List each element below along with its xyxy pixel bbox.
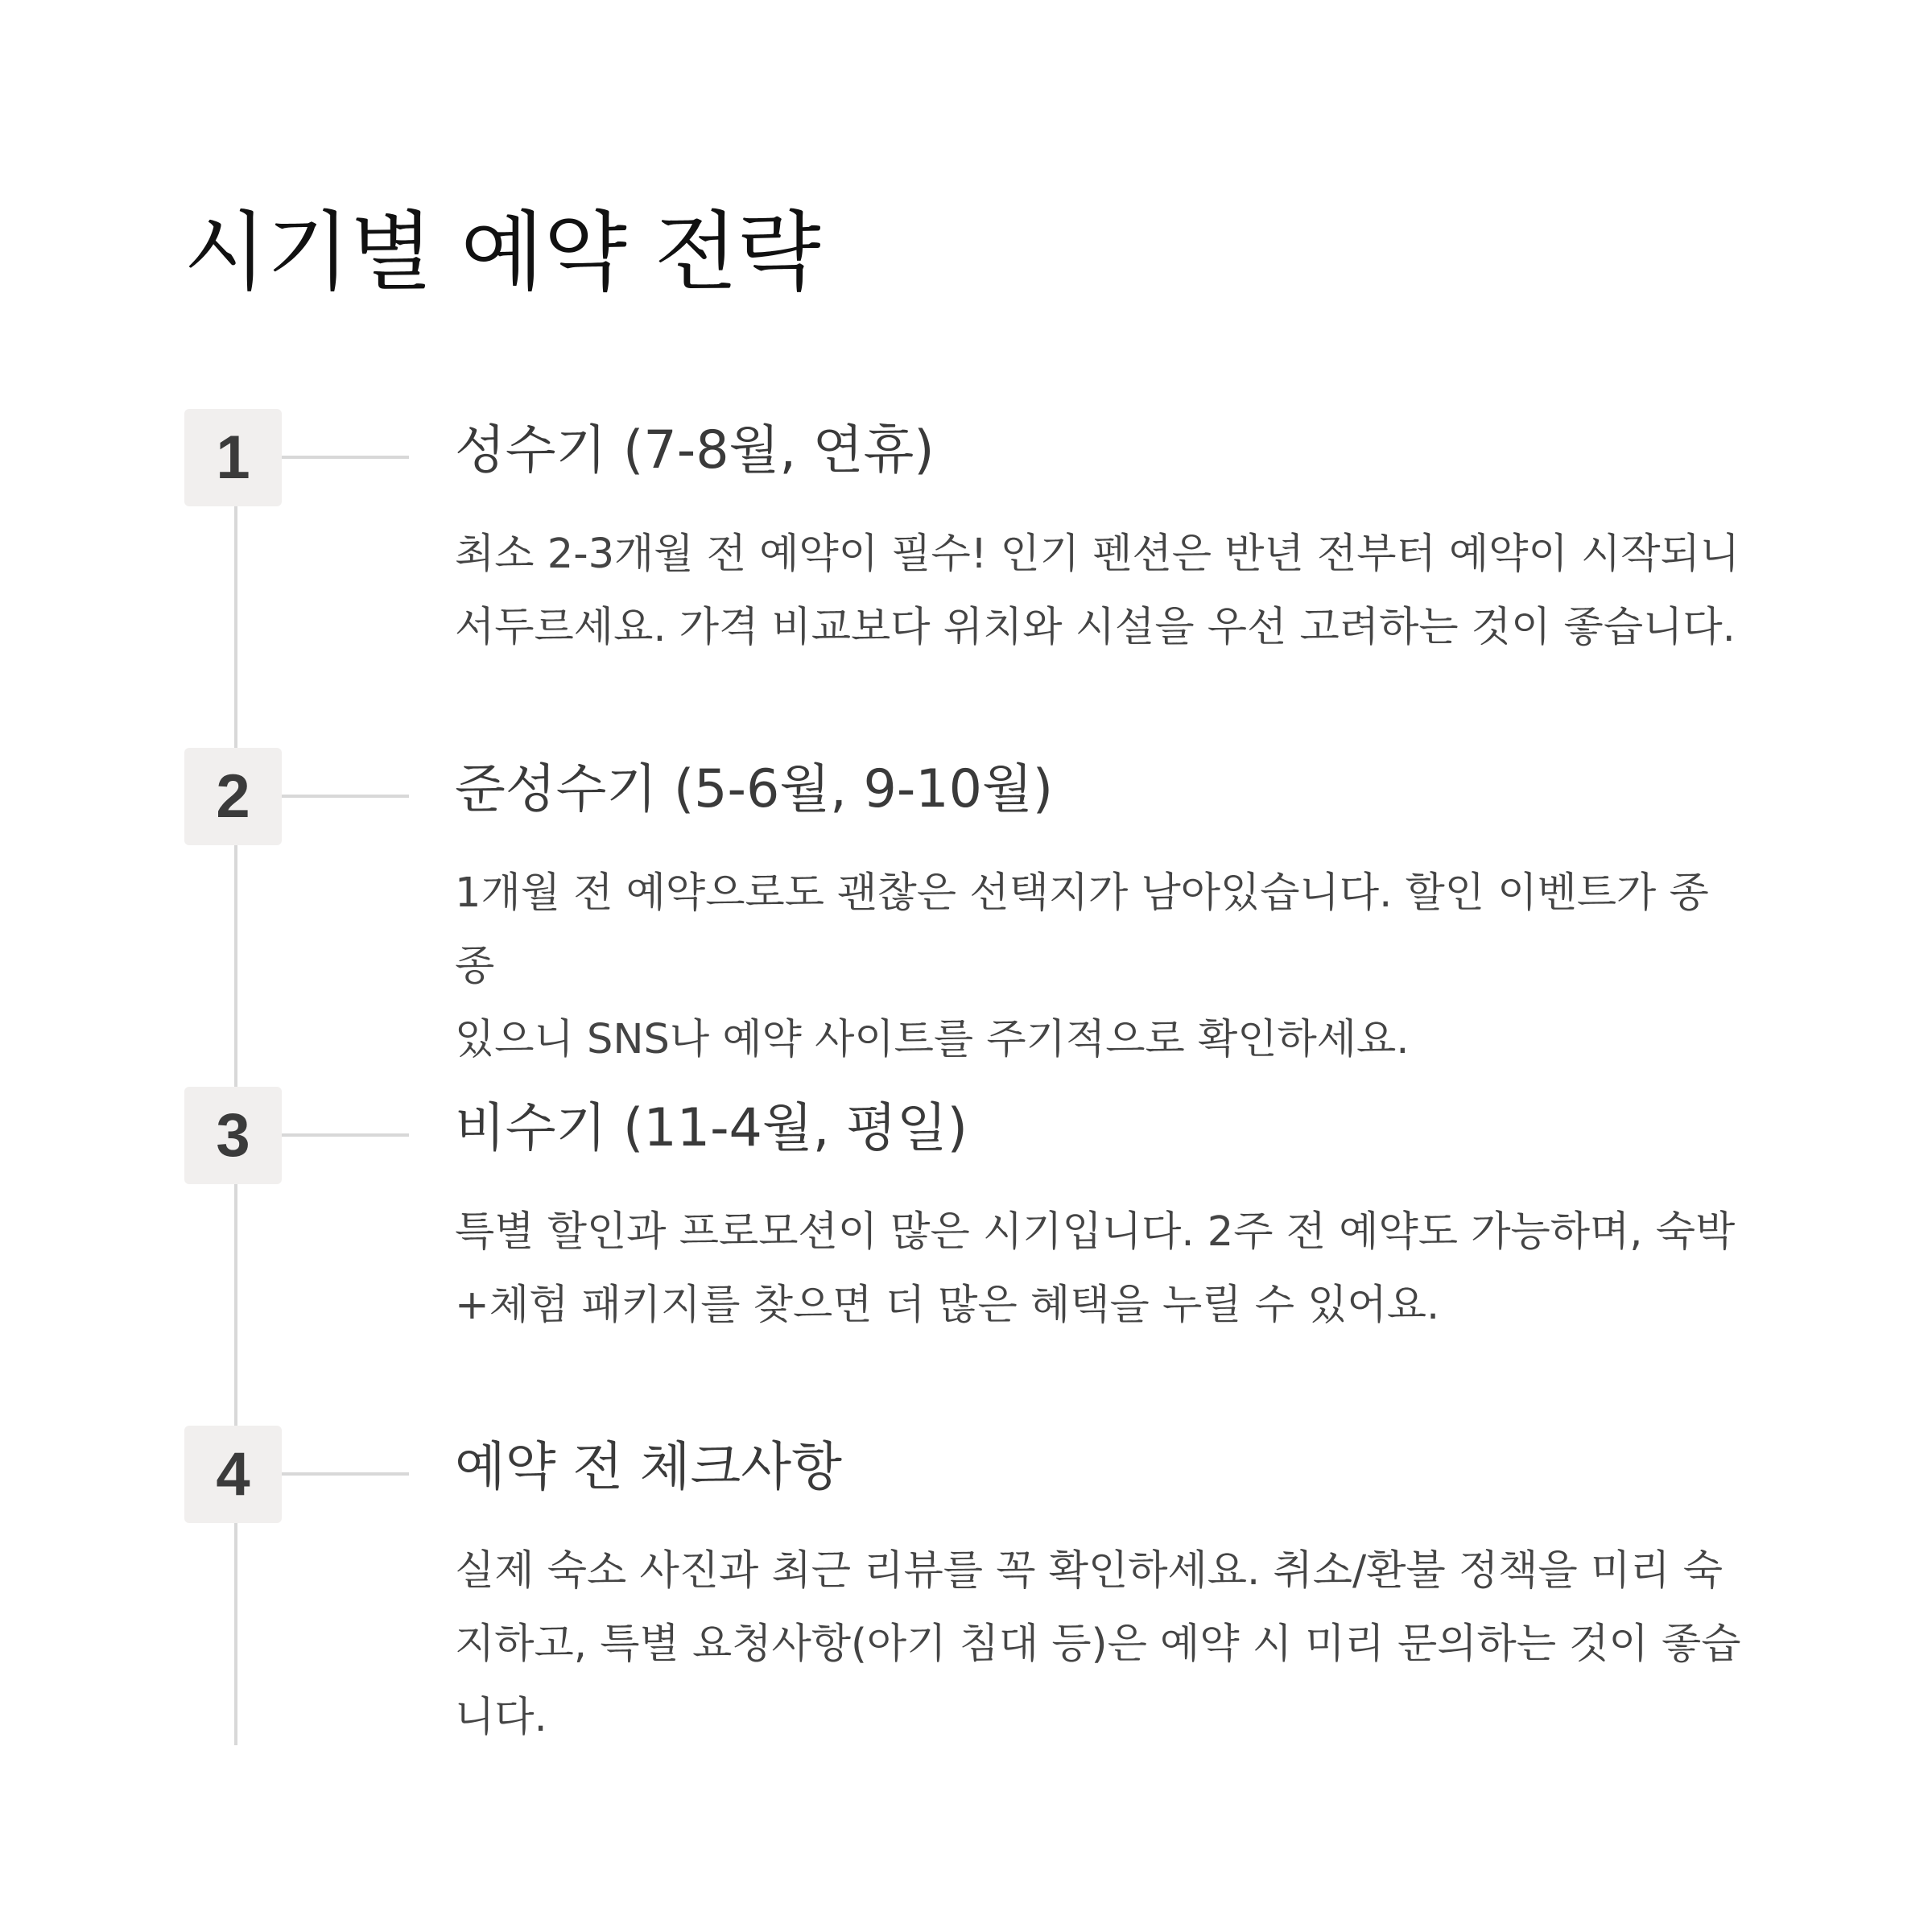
step-description	[455, 1195, 1743, 1342]
step-1	[0, 409, 1932, 715]
connector-line	[282, 795, 409, 798]
step-description	[455, 518, 1743, 664]
step-description	[455, 857, 1743, 1076]
step-number-badge: 4	[184, 1426, 282, 1523]
description-line: 1개월 전 예약으로도 괜찮은 선택지가 남아있습니다. 할인 이벤트가 종종	[455, 869, 1709, 990]
description-line: 지하고, 특별 요청사항(아기 침대 등)은 예약 시 미리 문의하는 것이 좋습	[455, 1620, 1741, 1668]
page-title: 시기별 예약 전략	[184, 203, 821, 303]
description-line: 실제 숙소 사진과 최근 리뷰를 꼭 확인하세요. 취소/환불 정책을 미리 숙	[455, 1547, 1723, 1595]
connector-line	[282, 1472, 409, 1476]
description-line: 최소 2-3개월 전 예약이 필수! 인기 펜션은 반년 전부터 예약이 시작되니	[455, 530, 1740, 578]
step-description	[455, 1534, 1743, 1754]
step-title: 준성수기 (5-6월, 9-10월)	[455, 759, 1054, 819]
step-title: 비수기 (11-4월, 평일)	[455, 1098, 968, 1158]
description-line: +체험 패키지를 찾으면 더 많은 혜택을 누릴 수 있어요.	[455, 1282, 1440, 1329]
description-line: 있으니 SNS나 예약 사이트를 주기적으로 확인하세요.	[455, 1016, 1410, 1063]
step-4	[0, 1426, 1932, 1741]
step-title: 성수기 (7-8월, 연휴)	[455, 420, 935, 481]
connector-line	[282, 456, 409, 459]
description-line: 니다.	[455, 1694, 547, 1741]
description-line: 서두르세요. 가격 비교보다 위치와 시설을 우선 고려하는 것이 좋습니다.	[455, 604, 1736, 651]
connector-line	[282, 1133, 409, 1137]
step-title: 예약 전 체크사항	[455, 1437, 842, 1497]
step-number-badge: 3	[184, 1087, 282, 1184]
step-number-badge: 2	[184, 748, 282, 845]
description-line: 특별 할인과 프로모션이 많은 시기입니다. 2주 전 예약도 가능하며, 숙박	[455, 1208, 1736, 1256]
step-3	[0, 1087, 1932, 1393]
step-2	[0, 748, 1932, 1063]
step-number-badge: 1	[184, 409, 282, 506]
